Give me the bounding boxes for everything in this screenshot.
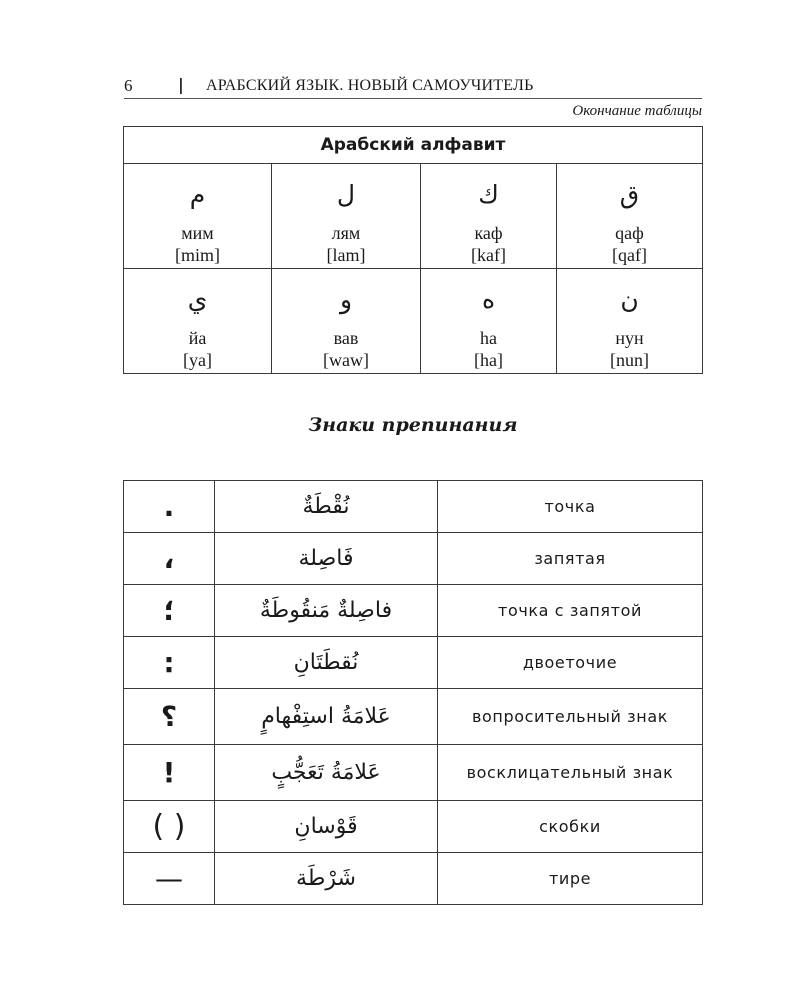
punct-symbol: : [124,637,215,689]
punct-arabic-name: فَاصِلة [215,533,438,585]
arabic-letter: ي [187,285,208,314]
arabic-letter: ل [336,180,356,209]
punct-russian-name: точка с запятой [438,585,703,637]
punct-russian-name: тире [438,853,703,905]
punct-symbol: ( ) [124,801,215,853]
letter-name-ru: каф [474,223,503,243]
page-number: 6 [124,76,133,95]
letter-cell-ya [124,269,272,374]
punct-arabic-name: نُقْطَةٌ [215,481,438,533]
section-title: Знаки препинания [308,414,518,436]
letter-transliteration: [ya] [183,350,212,370]
letter-name-ru: мим [181,223,214,243]
letter-transliteration: [qaf] [612,245,647,265]
arabic-letter: ك [478,180,499,209]
table-row [124,533,703,585]
book-title: АРАБСКИЙ ЯЗЫК. НОВЫЙ САМОУЧИТЕЛЬ [206,77,534,94]
table-row [124,164,703,269]
arabic-letter: م [189,180,206,209]
table-row [124,853,703,905]
punct-arabic-name: عَلامَةُ تَعَجُّبٍ [215,745,438,801]
letter-transliteration: [waw] [323,350,369,370]
punct-russian-name: вопросительный знак [438,689,703,745]
punct-symbol: — [124,853,215,905]
continuation-note: Окончание таблицы [572,103,702,119]
letter-transliteration: [lam] [326,245,366,265]
letter-name-ru: нун [615,328,644,348]
arabic-letter: ه [481,285,496,314]
punct-russian-name: двоеточие [438,637,703,689]
punct-arabic-name: فاصِلةٌ مَنقُوطَةٌ [215,585,438,637]
arabic-letter: و [339,285,353,314]
page-header [124,76,702,99]
punct-russian-name: запятая [438,533,703,585]
punct-symbol: ! [124,745,215,801]
punct-arabic-name: قَوْسانِ [215,801,438,853]
table-row [124,637,703,689]
punct-symbol: ؛ [124,585,215,637]
table-row [124,745,703,801]
punct-russian-name: восклицательный знак [438,745,703,801]
header-separator: | [178,75,184,94]
letter-cell-kaf [421,164,557,269]
punct-symbol: ، [124,533,215,585]
punct-russian-name: точка [438,481,703,533]
letter-cell-mim [124,164,272,269]
punct-arabic-name: عَلامَةُ استِفْهامٍ [215,689,438,745]
letter-cell-nun [557,269,703,374]
arabic-letter: ق [619,180,640,209]
punct-russian-name: скобки [438,801,703,853]
table-row [124,689,703,745]
punctuation-table [123,480,703,905]
punct-symbol: ؟ [124,689,215,745]
letter-name-ru: йа [188,328,207,348]
arabic-letter: ن [620,285,639,314]
alphabet-table [123,126,703,374]
letter-transliteration: [nun] [610,350,649,370]
letter-cell-qaf [557,164,703,269]
letter-name-ru: лям [331,223,361,243]
alphabet-table-title: Арабский алфавит [124,127,703,164]
letter-cell-ha [421,269,557,374]
punct-symbol: . [124,481,215,533]
letter-name-ru: вав [333,328,359,348]
letter-transliteration: [ha] [474,350,503,370]
letter-transliteration: [kaf] [471,245,506,265]
letter-name-ru: qaф [615,223,644,243]
letter-name-ru: ha [480,328,497,348]
table-row [124,585,703,637]
punct-arabic-name: نُقطَتَانِ [215,637,438,689]
letter-cell-waw [272,269,421,374]
table-row [124,481,703,533]
table-row [124,801,703,853]
punct-arabic-name: شَرْطَة [215,853,438,905]
letter-cell-lam [272,164,421,269]
table-row [124,269,703,374]
letter-transliteration: [mim] [175,245,220,265]
